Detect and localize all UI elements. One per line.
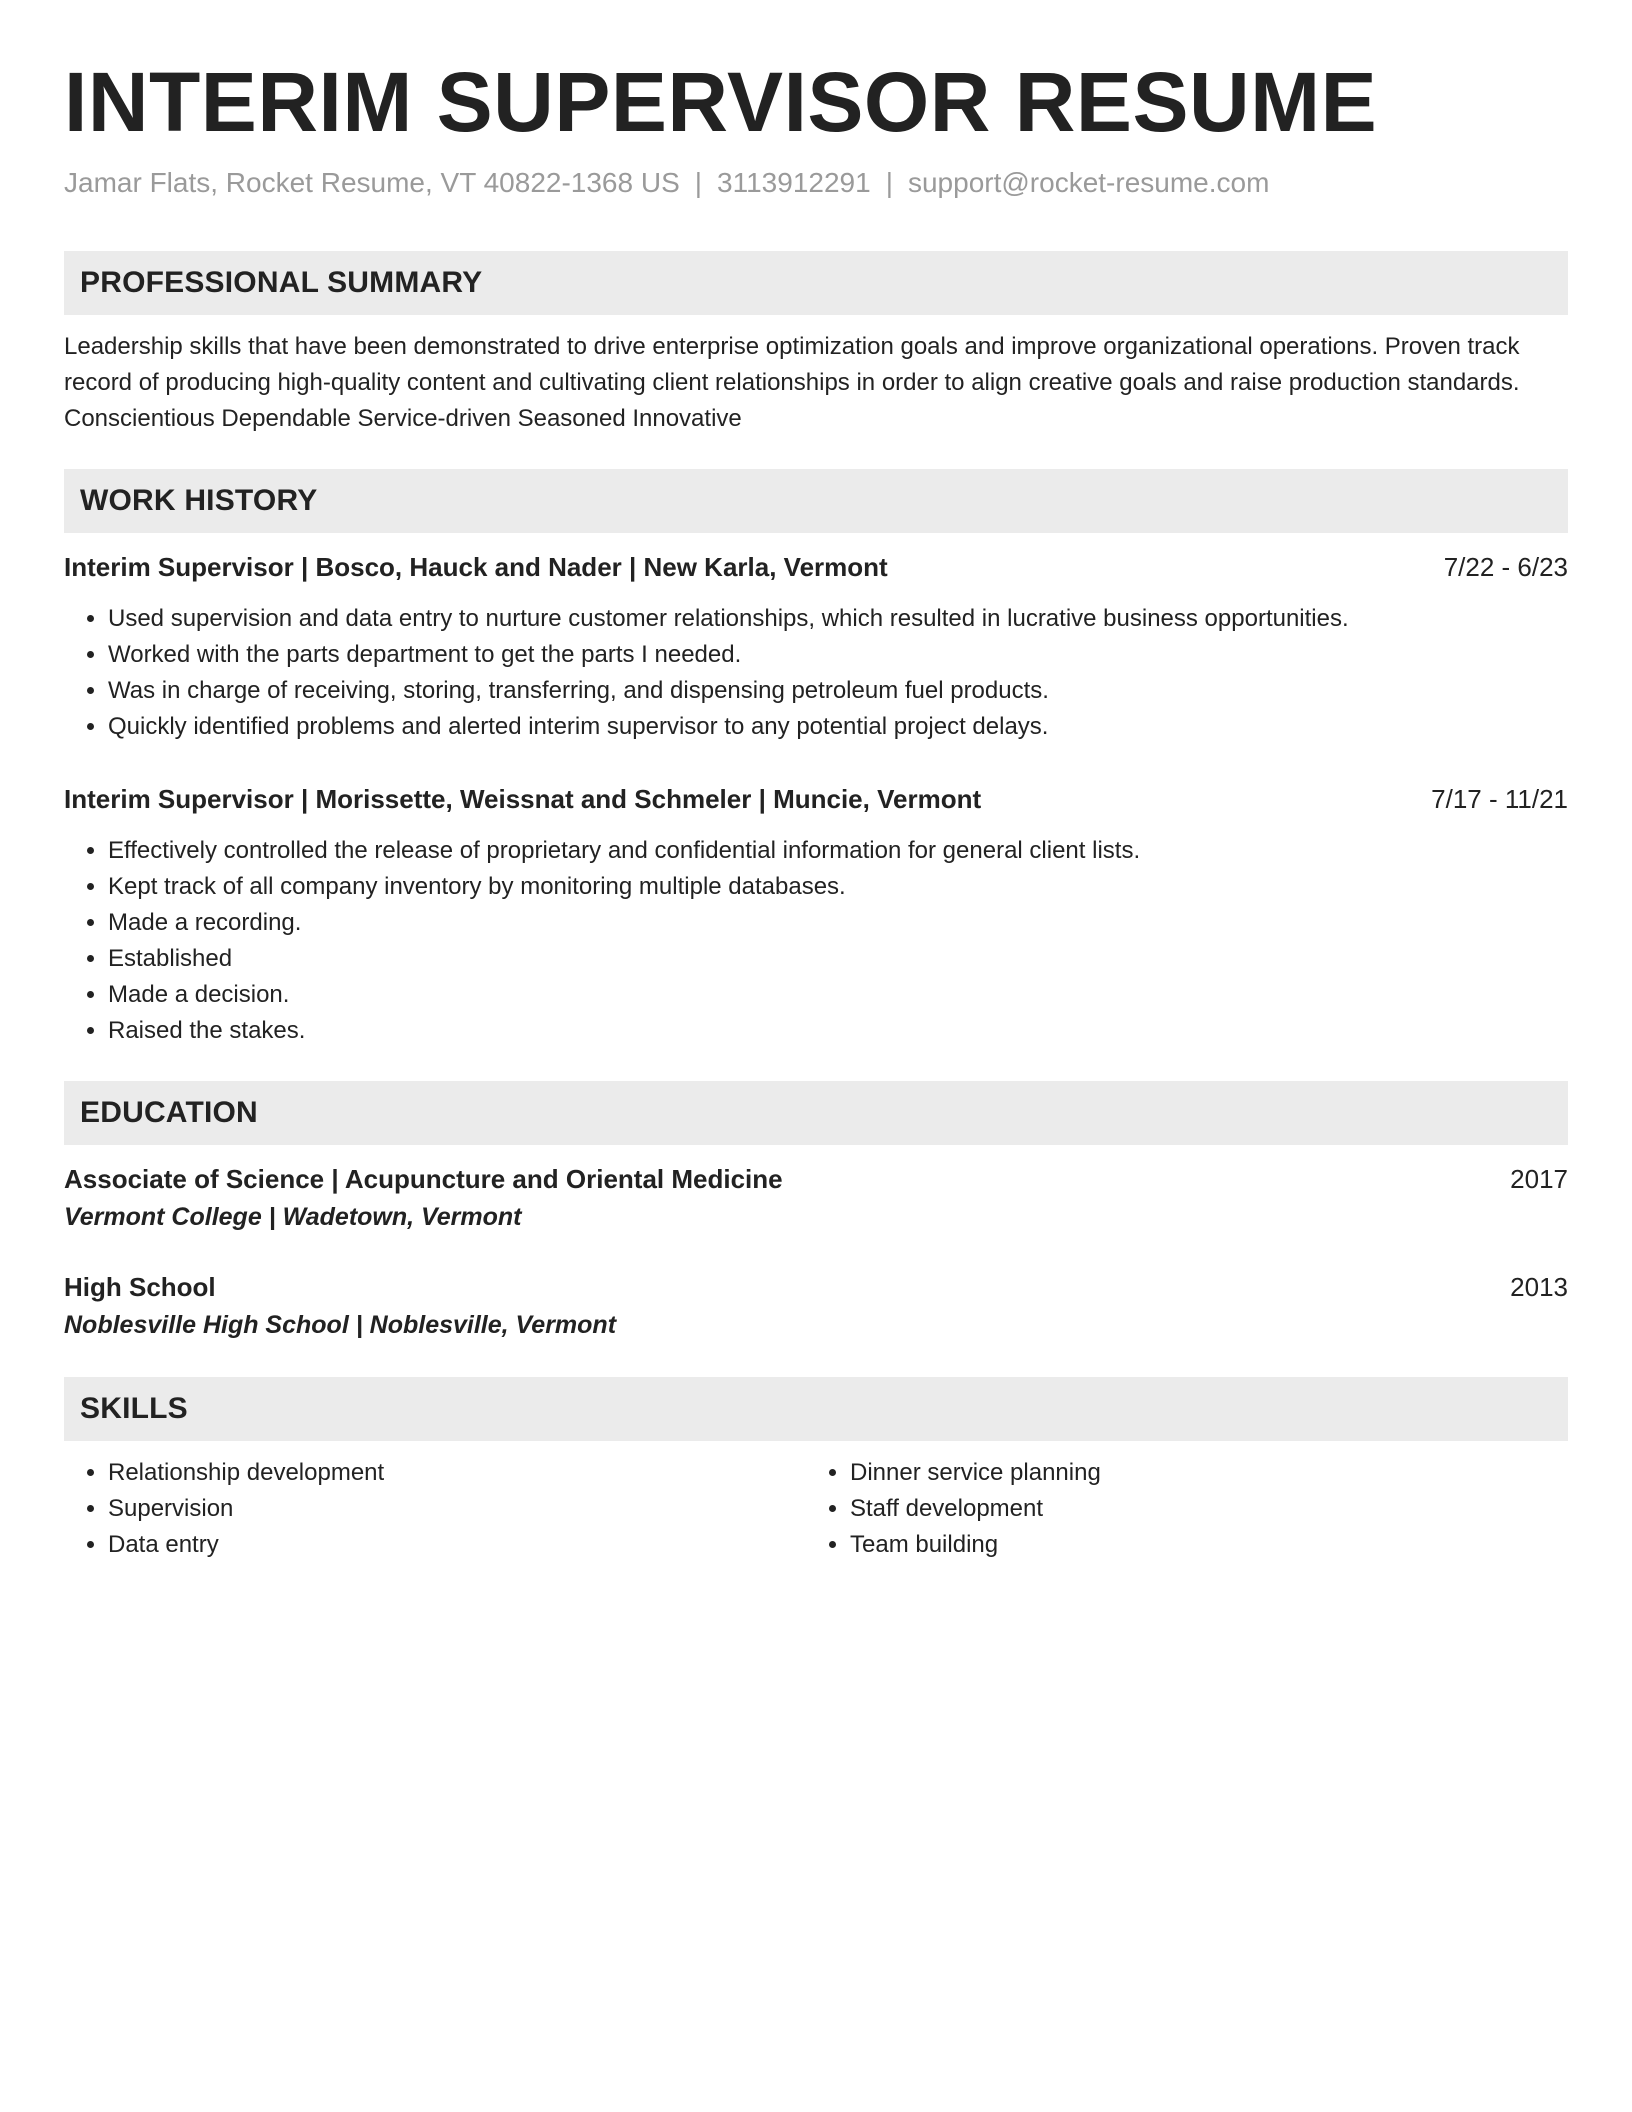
contact-email: support@rocket-resume.com	[907, 166, 1270, 198]
education-degree: Associate of Science | Acupuncture and Oriental Medicine	[64, 1164, 783, 1195]
education-header	[64, 1269, 1568, 1305]
job-title: Interim Supervisor | Morissette, Weissnat and Schmeler | Muncie, Vermont	[64, 784, 982, 815]
section-header-education	[64, 1081, 1568, 1145]
list-item: • Made a recording.	[108, 905, 1568, 941]
job-entry	[64, 781, 1568, 1049]
list-item: • Made a decision.	[108, 977, 1568, 1013]
section-heading: EDUCATION	[80, 1096, 258, 1130]
list-item: • Worked with the parts department to get the parts I needed.	[108, 637, 1568, 673]
list-item: • Used supervision and data entry to nurture customer relationships, which resulted in lucrative business opportunities.	[108, 601, 1568, 637]
list-item: • Data entry	[108, 1527, 806, 1563]
education-school: Vermont College | Wadetown, Vermont	[64, 1203, 522, 1232]
section-heading: WORK HISTORY	[80, 484, 318, 518]
job-dates: 7/22 - 6/23	[1443, 552, 1568, 583]
list-item: • Established	[108, 941, 1568, 977]
job-bullets	[64, 833, 1568, 1049]
contact-line	[64, 165, 1568, 201]
job-dates: 7/17 - 11/21	[1431, 784, 1568, 815]
education-entry	[64, 1269, 1568, 1345]
list-item: • Relationship development	[108, 1455, 806, 1491]
contact-separator: |	[694, 166, 703, 198]
contact-separator: |	[885, 166, 893, 198]
section-header-summary	[64, 251, 1568, 315]
job-header	[64, 781, 1568, 817]
section-heading: SKILLS	[80, 1392, 188, 1426]
education-entry	[64, 1161, 1568, 1237]
education-school: Noblesville High School | Noblesville, Vermont	[64, 1311, 617, 1340]
list-item: • Dinner service planning	[850, 1455, 1548, 1491]
list-item: • Supervision	[108, 1491, 806, 1527]
list-item: • Effectively controlled the release of proprietary and confidential information for general client lists.	[108, 833, 1568, 869]
education-year: 2013	[1510, 1272, 1568, 1303]
contact-phone: 3113912291	[717, 166, 871, 198]
section-heading: PROFESSIONAL SUMMARY	[80, 266, 483, 300]
list-item: • Staff development	[850, 1491, 1548, 1527]
list-item: • Raised the stakes.	[108, 1013, 1568, 1049]
skills-list-left	[64, 1455, 806, 1563]
job-title: Interim Supervisor | Bosco, Hauck and Nader | New Karla, Vermont	[64, 552, 888, 583]
job-header	[64, 549, 1568, 585]
contact-address: Jamar Flats, Rocket Resume, VT 40822-1368 US	[64, 166, 680, 198]
list-item: • Kept track of all company inventory by monitoring multiple databases.	[108, 869, 1568, 905]
education-degree: High School	[64, 1272, 216, 1303]
page-title: INTERIM SUPERVISOR RESUME	[64, 55, 1378, 149]
education-header	[64, 1161, 1568, 1197]
summary-text: Leadership skills that have been demonstrated to drive enterprise optimization goals and improve organizational operations. Proven track record of producing high-quality content and cultivating client relationships in order to align creative goals and raise production standards. Conscientious Dependable Service-driven Seasoned Innovative	[64, 333, 1520, 433]
list-item: • Team building	[850, 1527, 1548, 1563]
job-bullets	[64, 601, 1568, 745]
skills-list-right	[806, 1455, 1548, 1563]
skills-columns	[64, 1455, 1568, 1563]
education-year: 2017	[1510, 1164, 1568, 1195]
section-header-skills	[64, 1377, 1568, 1441]
list-item: • Quickly identified problems and alerted interim supervisor to any potential project delays.	[108, 709, 1568, 745]
list-item: • Was in charge of receiving, storing, transferring, and dispensing petroleum fuel products.	[108, 673, 1568, 709]
section-header-work-history	[64, 469, 1568, 533]
job-entry	[64, 549, 1568, 745]
